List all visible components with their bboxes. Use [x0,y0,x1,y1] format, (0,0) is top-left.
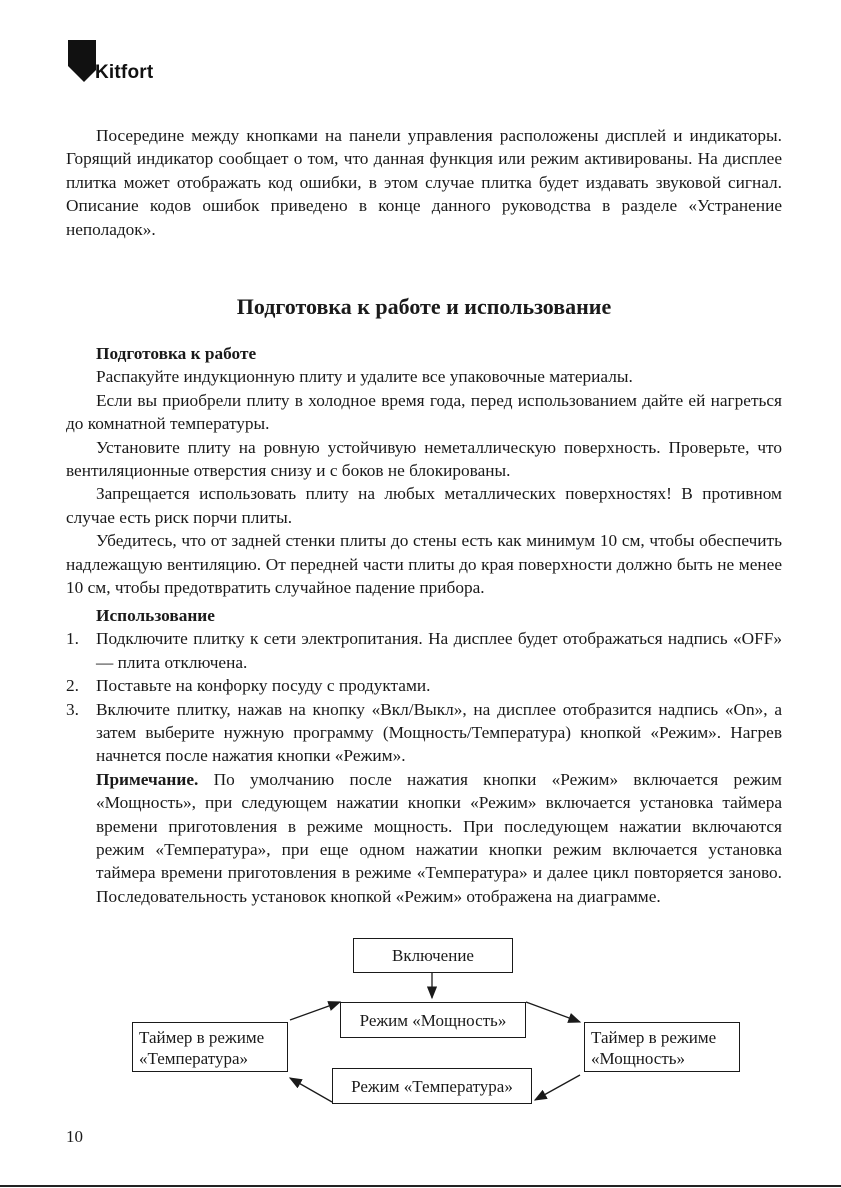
preparation-paragraph: Установите плиту на ровную устойчивую неметаллическую поверхность. Проверьте, что вентиляционные отверстия снизу и с боков не блокированы. [66,437,782,481]
note-text: По умолчанию после нажатия кнопки «Режим» включается режим «Мощность», при следующем нажатии кнопки «Режим» включается установка таймера времени приготовления в режиме мощность. При последующем нажатии включаются режим «Температура», при еще одном нажатии кнопки режим включается установка таймера времени приготовления в режиме «Температура» и далее цикл повторяется заново. Последовательность установок кнопкой «Режим» отображена на диаграмме. [96,769,782,906]
preparation-paragraph: Убедитесь, что от задней стенки плиты до стены есть как минимум 10 см, чтобы обеспечить надлежащую вентиляцию. От передней части плиты до края поверхности должно быть не менее 10 см, чтобы предотвратить случайное падение прибора. [66,531,782,598]
start-label: Включение [392,946,474,965]
list-text: Включите плитку, нажав на кнопку «Вкл/Выкл», на дисплее отобразится надпись «On», а затем выберите нужную программу (Мощность/Температура) кнопкой «Режим». Нагрев начнется после нажатия кнопки «Режим». [96,699,782,766]
preparation-section [66,342,782,599]
timer-power-line2: «Мощность» [591,1049,686,1068]
list-number: 3. [66,699,79,719]
power-mode-box [340,1002,526,1038]
mode-cycle-diagram [0,930,841,1110]
arrow-power-to-timer-power [526,1002,580,1022]
preparation-paragraph: Запрещается использовать плиту на любых металлических поверхностях! В противном случае есть риск порчи плиты. [66,484,782,527]
arrow-timer-power-to-temp [535,1075,580,1100]
timer-temp-line1: Таймер в режиме [139,1028,265,1047]
list-item [66,698,782,768]
note-paragraph [66,768,782,908]
list-text: Подключите плитку к сети электропитания. На дисплее будет отображаться надпись «OFF» — плита отключена. [96,629,782,672]
intro-block [66,124,782,241]
note-label: Примечание. [96,769,199,789]
list-text: Поставьте на конфорку посуду с продуктами. [96,676,431,696]
arrow-timer-temp-to-power [290,1002,340,1020]
temp-mode-label: Режим «Температура» [351,1077,513,1096]
preparation-paragraph: Если вы приобрели плиту в холодное время года, перед использованием дайте ей нагреться до комнатной температуры. [66,390,782,434]
intro-paragraph: Посередине между кнопками на панели управления расположены дисплей и индикаторы. Горящий индикатор сообщает о том, что данная функция или режим активированы. На дисплее плитка может отображать код ошибки, в этом случае плитка будет издавать звуковой сигнал. Описание кодов ошибок приведено в конце данного руководства в разделе «Устранение неполадок». [66,126,782,239]
page-number: 10 [66,1127,83,1146]
section-title: Подготовка к работе и использование [236,294,612,319]
list-item [66,627,782,674]
list-number: 1. [66,629,79,649]
power-mode-label: Режим «Мощность» [359,1011,507,1030]
usage-section [66,604,782,908]
brand-name: Kitfort [95,62,154,83]
preparation-heading: Подготовка к работе [96,344,257,363]
arrow-temp-to-timer-temp [290,1078,332,1102]
list-number: 2. [66,676,79,696]
timer-power-box [584,1022,740,1072]
usage-list [66,627,782,767]
list-item [66,674,782,697]
bottom-rule [0,1185,841,1187]
timer-power-line1: Таймер в режиме [591,1028,717,1047]
timer-temp-line2: «Температура» [139,1049,249,1068]
preparation-paragraph: Распакуйте индукционную плиту и удалите все упаковочные материалы. [96,367,633,387]
temp-mode-box [332,1068,532,1104]
timer-temp-box [132,1022,288,1072]
start-box [353,938,513,973]
usage-heading: Использование [96,606,215,625]
